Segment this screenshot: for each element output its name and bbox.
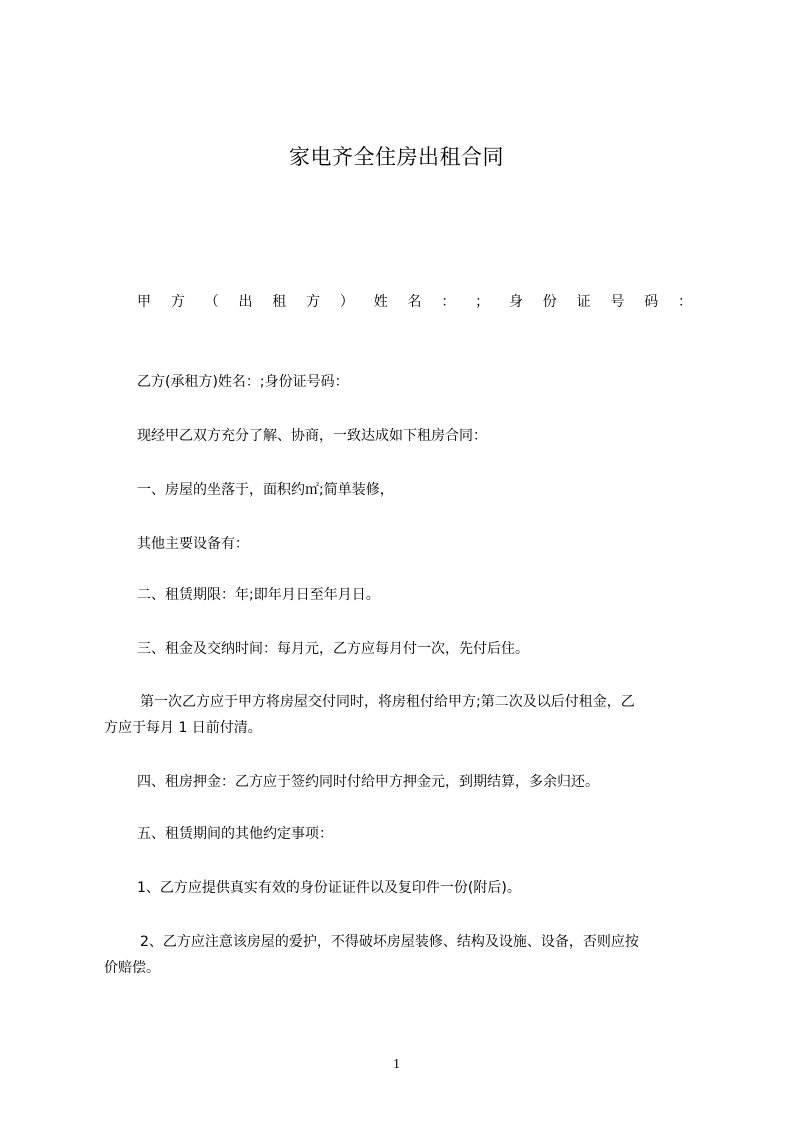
party-a-char: ：	[441, 294, 456, 310]
party-a-char: ）	[339, 294, 354, 310]
item-2-line-2: 价赔偿。	[104, 960, 160, 976]
party-a-char: （	[204, 294, 219, 310]
payment-line-1: 第一次乙方应于甲方将房屋交付同时，将房租付给甲方;第二次及以后付租金，乙	[140, 694, 635, 710]
party-a-char: 姓	[373, 294, 388, 310]
clause-4: 四、租房押金：乙方应于签约同时付给甲方押金元，到期结算，多余归还。	[137, 774, 599, 790]
party-a-char: 甲	[137, 294, 151, 310]
party-a-char: 租	[272, 294, 287, 310]
clause-2: 二、租赁期限：年;即年月日至年月日。	[137, 587, 380, 603]
party-a-char: 方	[170, 294, 185, 310]
party-a-char: ；	[475, 294, 490, 310]
party-a-char: 方	[306, 294, 321, 310]
equipment-line: 其他主要设备有：	[137, 536, 249, 552]
item-1: 1、乙方应提供真实有效的身份证证件以及复印件一份(附后)。	[137, 880, 521, 896]
party-a-char: 身	[508, 294, 523, 310]
party-a-char: 号	[610, 294, 625, 310]
clause-5: 五、租赁期间的其他约定事项：	[137, 826, 333, 842]
party-a-char: 证	[576, 294, 591, 310]
intro-paragraph: 现经甲乙双方充分了解、协商，一致达成如下租房合同：	[137, 428, 487, 444]
party-a-char: 出	[238, 294, 253, 310]
clause-1: 一、房屋的坐落于，面积约㎡;简单装修，	[137, 482, 394, 498]
party-a-char: 名	[407, 294, 422, 310]
page-number: 1	[393, 1057, 400, 1072]
party-a-char: 码	[644, 294, 659, 310]
party-b-line: 乙方(承租方)姓名：;身份证号码：	[137, 374, 349, 390]
clause-3: 三、租金及交纳时间：每月元，乙方应每月付一次，先付后住。	[137, 641, 529, 657]
document-title: 家电齐全住房出租合同	[289, 145, 504, 169]
payment-line-2: 方应于每月 1 日前付清。	[104, 720, 262, 736]
party-a-char: ：	[678, 294, 692, 310]
item-2-line-1: 2、乙方应注意该房屋的爱护，不得破坏房屋装修、结构及设施、设备，否则应按	[140, 934, 639, 950]
party-a-char: 份	[542, 294, 557, 310]
party-a-line	[137, 291, 692, 313]
